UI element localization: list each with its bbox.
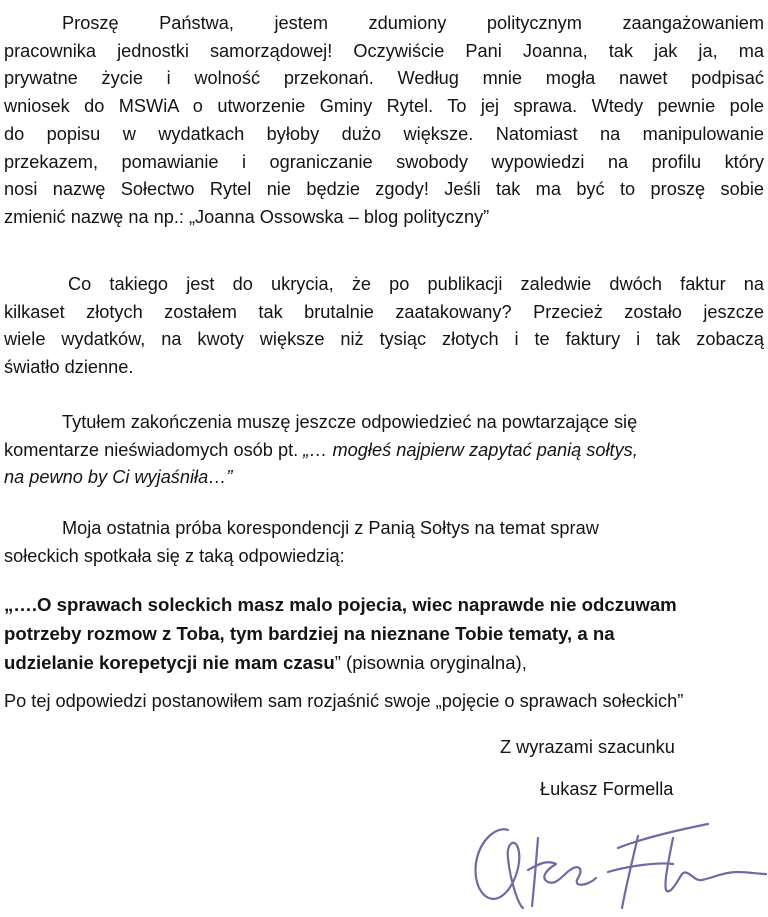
paragraph-4 [4,515,764,570]
paragraph-3-line: Tytułem zakończenia muszę jeszcze odpowiedzieć na powtarzające się [62,412,638,432]
paragraph-3-text: komentarze nieświadomych osób pt. [4,439,304,460]
quoted-comment: „… mogłeś najpierw zapytać panią sołtys, [303,439,638,460]
paragraph-1-line: przekazem, pomawianie i ograniczanie swobody wypowiedzi na profilu który [4,151,764,172]
paragraph-2-line: światło dzienne. [4,357,134,378]
quote-bold-text: „….O sprawach soleckich masz malo pojecia, wiec naprawde nie odczuwam [4,594,677,615]
paragraph-1-line: wniosek do MSWiA o utworzenie Gminy Rytel. To jej sprawa. Wtedy pewnie pole [4,96,764,117]
paragraph-quote [4,590,764,677]
paragraph-1-line: Proszę Państwa, jestem zdumiony politycznym zaangażowaniem [62,13,764,33]
paragraph-1-line: zmienić nazwę na np.: „Joanna Ossowska – blog polityczny” [4,206,490,227]
quote-bold-text: udzielanie korepetycji nie mam czasu [4,652,335,673]
author-name: Łukasz Formella [540,779,674,799]
paragraph-2-line: wiele wydatków, na kwoty większe niż tysiąc złotych i te faktury i tak zobaczą [4,329,764,350]
quote-bold-text: potrzeby rozmow z Toba, tym bardziej na nieznane Tobie tematy, a na [4,623,615,644]
quote-line [4,648,764,677]
closing-phrase: Z wyrazami szacunku [500,737,675,757]
paragraph-2-line: kilkaset złotych zostałem tak brutalnie zaatakowany? Przecież zostało jeszcze [4,301,764,322]
paragraph-1-line: nosi nazwę Sołectwo Rytel nie będzie zgody! Jeśli tak ma być to proszę sobie [4,179,764,200]
paragraph-2 [4,271,764,382]
paragraph-1-line: do popisu w wydatkach byłoby dużo większe. Natomiast na manipulowanie [4,123,764,144]
paragraph-4-line: Moja ostatnia próba korespondencji z Panią Sołtys na temat spraw [62,518,599,538]
quote-line [4,590,764,619]
paragraph-3 [4,409,764,492]
handwritten-signature [468,808,768,916]
paragraph-4-line: sołeckich spotkała się z taką odpowiedzią: [4,545,345,566]
paragraph-6 [4,688,764,716]
paragraph-2-line: Co takiego jest do ukrycia, że po publikacji zaledwie dwóch faktur na [68,274,764,294]
paragraph-1-line: prywatne życie i wolność przekonań. Według mnie mogła nawet podpisać [4,68,764,89]
paragraph-3-line [4,437,764,465]
paragraph-6-line: Po tej odpowiedzi postanowiłem sam rozjaśnić swoje „pojęcie o sprawach sołeckich” [4,691,684,711]
quoted-comment: na pewno by Ci wyjaśniła…” [4,467,233,488]
paragraph-3-line [4,464,764,492]
paragraph-1 [4,10,764,232]
quote-note: ” (pisownia oryginalna), [334,652,527,673]
quote-line [4,619,764,648]
paragraph-1-line: pracownika jednostki samorządowej! Oczywiście Pani Joanna, tak jak ja, ma [4,40,764,61]
